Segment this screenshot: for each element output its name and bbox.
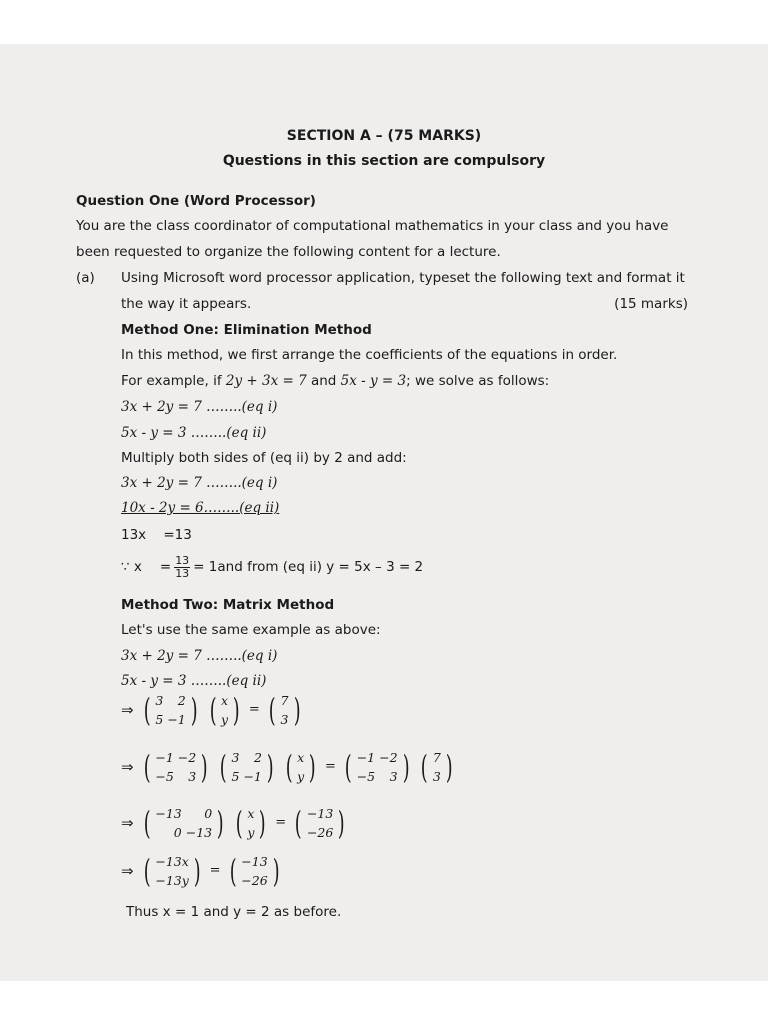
question-intro-line2: been requested to organize the following content for a lecture. <box>76 244 501 260</box>
matrix-cell: 3 <box>188 768 197 784</box>
section-title: SECTION A – (75 MARKS) <box>286 128 482 144</box>
paren-left: ( <box>235 804 243 842</box>
paren-right: ) <box>293 691 301 729</box>
matrix-cell: y <box>221 711 229 727</box>
matrix-cell: 3 <box>389 768 398 784</box>
matrix-cell: 0 <box>173 824 182 840</box>
matrix-cell: −5 <box>155 768 174 784</box>
matrix-eq2: 5x - y = 3 ……..(eq ii) <box>121 673 267 689</box>
constant-vector <box>292 804 347 842</box>
matrix-step-3 <box>121 804 349 842</box>
result-vector <box>141 852 203 890</box>
matrix-cell: −13y <box>155 872 189 888</box>
equation-a: 2y + 3x = 7 <box>225 373 307 389</box>
matrix-cell: −13 <box>241 853 268 869</box>
example-and: and <box>306 373 341 389</box>
matrix-cell: x <box>221 692 229 708</box>
method-one-line1: In this method, we first arrange the coefficients of the equations in order. <box>121 347 618 363</box>
paren-right: ) <box>193 852 201 890</box>
section-subtitle: Questions in this section are compulsory <box>222 153 546 169</box>
part-label: (a) <box>76 270 95 286</box>
elimination-eq1: 3x + 2y = 7 ……..(eq i) <box>121 399 278 415</box>
paren-right: ) <box>309 748 316 786</box>
exam-page <box>0 44 768 981</box>
matrix-cell: 3 <box>432 768 441 784</box>
equals-sign: = <box>159 559 172 575</box>
matrix-cell: 5 <box>231 768 240 784</box>
therefore-x: ∵ x <box>121 559 142 575</box>
paren-left: ( <box>219 748 227 786</box>
elimination-eq4: 10x - 2y = 6……..(eq ii) <box>121 500 280 516</box>
method-two-heading: Method Two: Matrix Method <box>121 597 335 613</box>
paren-left: ( <box>209 691 217 729</box>
paren-right: ) <box>338 804 346 842</box>
matrix-cell: −1 <box>155 749 174 765</box>
example-suffix: ; we solve as follows: <box>406 373 550 389</box>
paren-right: ) <box>216 804 224 842</box>
paren-left: ( <box>143 691 151 729</box>
constant-vector <box>227 852 282 890</box>
coefficient-matrix <box>217 748 276 786</box>
implies-arrow: ⇒ <box>121 758 134 776</box>
paren-right: ) <box>266 748 274 786</box>
matrix-cell: −26 <box>306 824 334 840</box>
paren-right: ) <box>259 804 267 842</box>
equals-sign: = <box>248 702 260 717</box>
paren-right: ) <box>445 748 453 786</box>
question-intro-line1: You are the class coordinator of computational mathematics in your class and you have <box>76 218 669 234</box>
matrix-cell: −1 <box>243 768 262 784</box>
matrix-step-1 <box>121 691 304 729</box>
matrix-cell: −2 <box>177 749 197 765</box>
paren-left: ( <box>285 748 293 786</box>
paren-right: ) <box>190 691 198 729</box>
method-one-heading: Method One: Elimination Method <box>121 322 372 338</box>
matrix-cell: 3 <box>231 749 240 765</box>
paren-left: ( <box>143 748 151 786</box>
matrix-cell: −13 <box>155 805 182 821</box>
method-one-example <box>121 372 549 390</box>
inverse-matrix <box>342 748 412 786</box>
matrix-cell: x <box>247 805 255 821</box>
constant-vector <box>418 748 455 786</box>
matrix-cell: 7 <box>280 692 289 708</box>
coefficient-matrix <box>141 691 200 729</box>
matrix-cell: −2 <box>379 749 398 765</box>
elimination-eq3: 3x + 2y = 7 ……..(eq i) <box>121 475 278 491</box>
fraction <box>174 555 190 580</box>
matrix-cell: 7 <box>432 749 441 765</box>
matrix-cell: y <box>247 824 255 840</box>
matrix-step-4 <box>121 852 283 890</box>
matrix-eq1: 3x + 2y = 7 ……..(eq i) <box>121 648 278 664</box>
elimination-eq2: 5x - y = 3 ……..(eq ii) <box>121 425 267 441</box>
variable-vector <box>233 804 269 842</box>
matrix-cell: −13 <box>185 824 213 840</box>
matrix-cell: 3 <box>155 692 164 708</box>
equals-sign: = <box>209 863 221 878</box>
matrix-cell: y <box>297 768 305 784</box>
matrix-cell: 5 <box>155 711 164 727</box>
conclusion: Thus x = 1 and y = 2 as before. <box>126 904 342 920</box>
matrix-cell: 0 <box>204 805 213 821</box>
method-two-line1: Let's use the same example as above: <box>121 622 381 638</box>
scan-top-margin <box>0 0 768 44</box>
paren-right: ) <box>402 748 410 786</box>
matrix-cell: 2 <box>177 692 186 708</box>
matrix-cell: x <box>297 749 305 765</box>
implies-arrow: ⇒ <box>121 701 134 719</box>
paren-right: ) <box>232 691 240 729</box>
matrix-cell: −13x <box>155 853 189 869</box>
equation-b: 5x - y = 3 <box>340 373 407 389</box>
paren-left: ( <box>345 748 352 786</box>
matrix-cell: −1 <box>167 711 186 727</box>
matrix-step-2 <box>121 748 456 786</box>
solution-line <box>121 552 423 582</box>
equals-sign: = <box>275 815 287 830</box>
solution-result: = 1and from (eq ii) y = 5x – 3 = 2 <box>193 559 424 575</box>
paren-left: ( <box>268 691 276 729</box>
fraction-denominator: 13 <box>175 566 190 580</box>
paren-left: ( <box>295 804 303 842</box>
matrix-cell: 3 <box>280 711 289 727</box>
question-title: Question One (Word Processor) <box>76 193 316 209</box>
matrix-cell: 2 <box>253 749 262 765</box>
paren-right: ) <box>272 852 280 890</box>
variable-vector <box>207 691 243 729</box>
implies-arrow: ⇒ <box>121 862 134 880</box>
sum-line: 13x =13 <box>121 527 192 543</box>
product-matrix <box>141 804 227 842</box>
paren-left: ( <box>143 804 151 842</box>
scan-bottom-margin <box>0 981 768 1024</box>
fraction-numerator: 13 <box>175 553 190 567</box>
variable-vector <box>283 748 319 786</box>
matrix-cell: −1 <box>356 749 376 765</box>
paren-right: ) <box>201 748 208 786</box>
example-prefix: For example, if <box>121 373 226 389</box>
matrix-cell: −13 <box>306 805 334 821</box>
paren-left: ( <box>421 748 429 786</box>
equals-sign: = <box>325 759 336 774</box>
inverse-matrix <box>141 748 211 786</box>
part-text-line2: the way it appears. <box>121 296 252 312</box>
marks-label: (15 marks) <box>614 296 688 312</box>
implies-arrow: ⇒ <box>121 814 134 832</box>
matrix-cell: −26 <box>241 872 268 888</box>
part-text-line1: Using Microsoft word processor application, typeset the following text and format it <box>121 270 685 286</box>
constant-vector <box>266 691 303 729</box>
matrix-cell: −5 <box>356 768 376 784</box>
multiply-instruction: Multiply both sides of (eq ii) by 2 and add: <box>121 450 407 466</box>
paren-left: ( <box>143 852 151 890</box>
paren-left: ( <box>229 852 237 890</box>
